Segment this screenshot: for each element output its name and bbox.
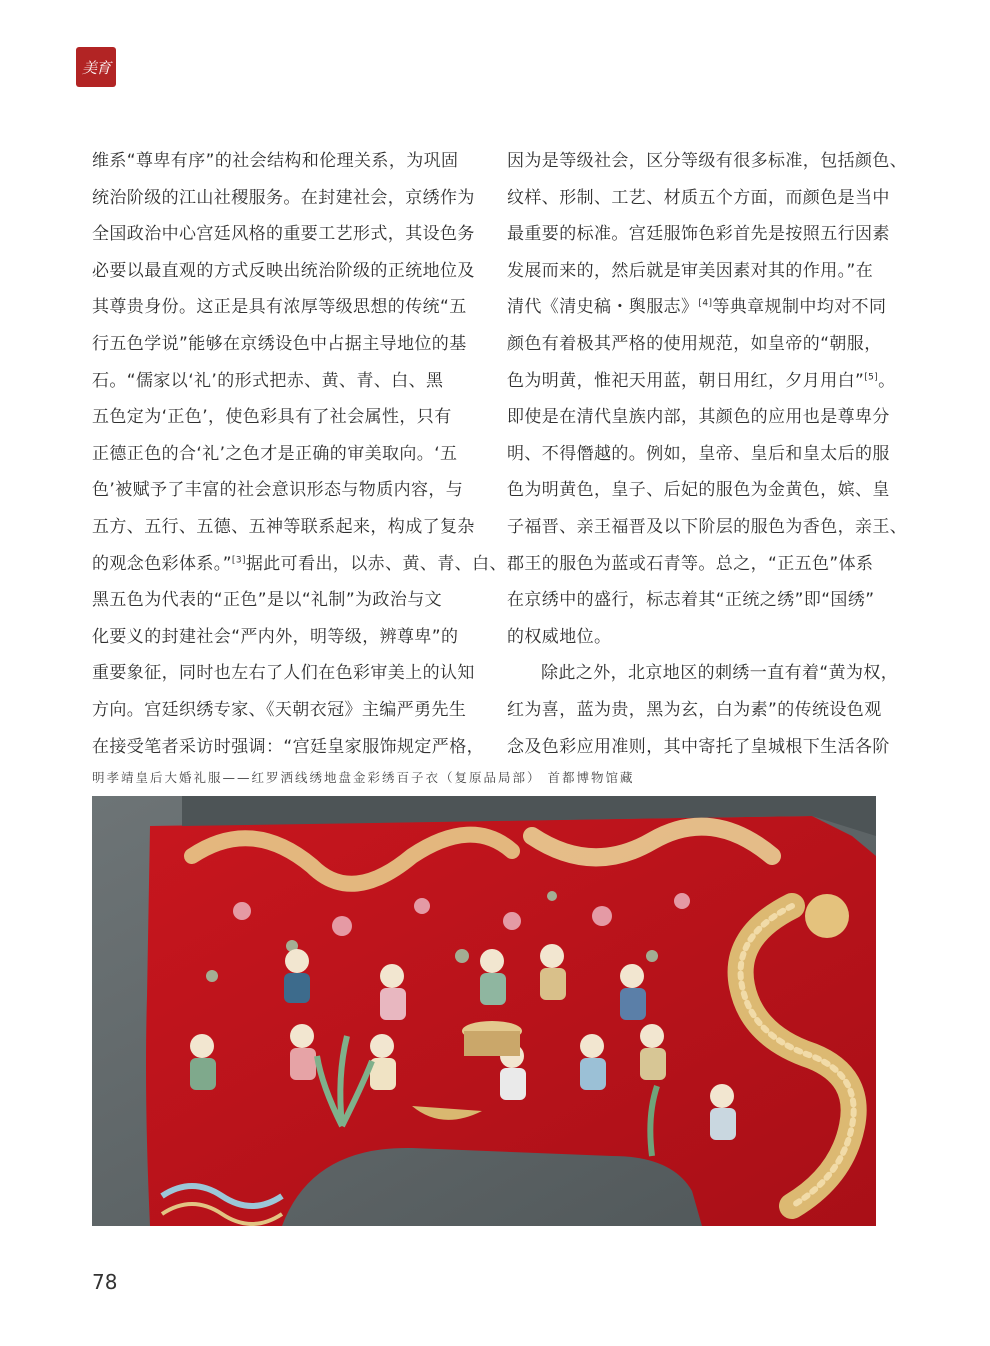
text-segment: 据此可看出，以赤、黄、青、白、 [245, 553, 507, 574]
text-line: 子福晋、亲王福晋及以下阶层的服色为香色，亲王、 [507, 516, 908, 537]
logo-text: 美育 [81, 58, 110, 77]
text-line: 除此之外，北京地区的刺绣一直有着“黄为权， [541, 663, 899, 684]
embroidered-robe-photo [92, 796, 876, 1226]
text-line: 红为喜，蓝为贵，黑为玄，白为素”的传统设色观 [507, 699, 882, 720]
text-line: 五方、五行、五德、五神等联系起来，构成了复杂 [92, 516, 475, 537]
right-text-column [507, 143, 908, 765]
text-segment: 的观念色彩体系。” [92, 553, 232, 574]
text-line [507, 289, 887, 326]
text-line: 色’被赋予了丰富的社会意识形态与物质内容，与 [92, 480, 464, 501]
text-line [92, 546, 507, 583]
footnote-ref-5[interactable]: [5] [864, 371, 879, 382]
text-line: 方向。宫廷织绣专家、《天朝衣冠》主编严勇先生 [92, 699, 467, 720]
magazine-logo [76, 47, 116, 87]
text-line: 色为明黄色，皇子、后妃的服色为金黄色，嫔、皇 [507, 480, 890, 501]
text-segment: 。 [878, 370, 896, 391]
text-line: 其尊贵身份。这正是具有浓厚等级思想的传统“五 [92, 297, 467, 318]
text-line: 全国政治中心宫廷风格的重要工艺形式，其设色务 [92, 224, 475, 245]
text-line: 在接受笔者采访时强调：“宫廷皇家服饰规定严格， [92, 736, 485, 757]
text-line: 念及色彩应用准则，其中寄托了皇城根下生活各阶 [507, 736, 890, 757]
text-line: 行五色学说”能够在京绣设色中占据主导地位的基 [92, 333, 467, 354]
text-line: 维系“尊卑有序”的社会结构和伦理关系，为巩固 [92, 151, 459, 171]
text-line: 重要象征，同时也左右了人们在色彩审美上的认知 [92, 663, 475, 684]
photo-caption: 明孝靖皇后大婚礼服——红罗洒线绣地盘金彩绣百子衣（复原品局部） 首都博物馆藏 [92, 770, 635, 785]
text-line: 五色定为‘正色’，使色彩具有了社会属性，只有 [92, 407, 452, 428]
text-line: 因为是等级社会，区分等级有很多标准，包括颜色、 [507, 151, 908, 171]
text-segment: 色为明黄，惟祀天用蓝，朝日用红，夕月用白” [507, 370, 865, 391]
text-line: 必要以最直观的方式反映出统治阶级的正统地位及 [92, 260, 475, 281]
text-line: 纹样、形制、工艺、材质五个方面，而颜色是当中 [507, 187, 890, 208]
footnote-ref-4[interactable]: [4] [698, 298, 713, 309]
text-line: 郡王的服色为蓝或石青等。总之，“正五色”体系 [507, 553, 874, 574]
text-line: 在京绣中的盛行，标志着其“正统之绣”即“国绣” [507, 590, 875, 611]
text-line: 石。“儒家以‘礼’的形式把赤、黄、青、白、黑 [92, 370, 444, 391]
text-line: 颜色有着极其严格的使用规范，如皇帝的“朝服， [507, 333, 882, 354]
text-line: 化要义的封建社会“严内外，明等级，辨尊卑”的 [92, 626, 459, 647]
text-line: 的权威地位。 [507, 626, 612, 647]
text-line: 统治阶级的江山社稷服务。在封建社会，京绣作为 [92, 187, 475, 208]
text-line: 黑五色为代表的“正色”是以“礼制”为政治与文 [92, 590, 443, 611]
text-segment: 清代《清史稿・舆服志》 [507, 297, 699, 318]
text-segment: 等典章规制中均对不同 [712, 297, 887, 318]
text-line: 发展而来的，然后就是审美因素对其的作用。”在 [507, 260, 874, 281]
page-number: 78 [92, 1270, 118, 1294]
text-line: 明、不得僭越的。例如，皇帝、皇后和皇太后的服 [507, 443, 890, 464]
text-line: 即使是在清代皇族内部，其颜色的应用也是尊卑分 [507, 407, 890, 428]
footnote-ref-3[interactable]: [3] [231, 554, 246, 565]
text-line [507, 363, 896, 400]
text-line: 正德正色的合‘礼’之色才是正确的审美取向。‘五 [92, 443, 458, 464]
text-line: 最重要的标准。宫廷服饰色彩首先是按照五行因素 [507, 224, 890, 245]
robe-illustration [92, 796, 876, 1226]
left-text-column [92, 143, 507, 765]
